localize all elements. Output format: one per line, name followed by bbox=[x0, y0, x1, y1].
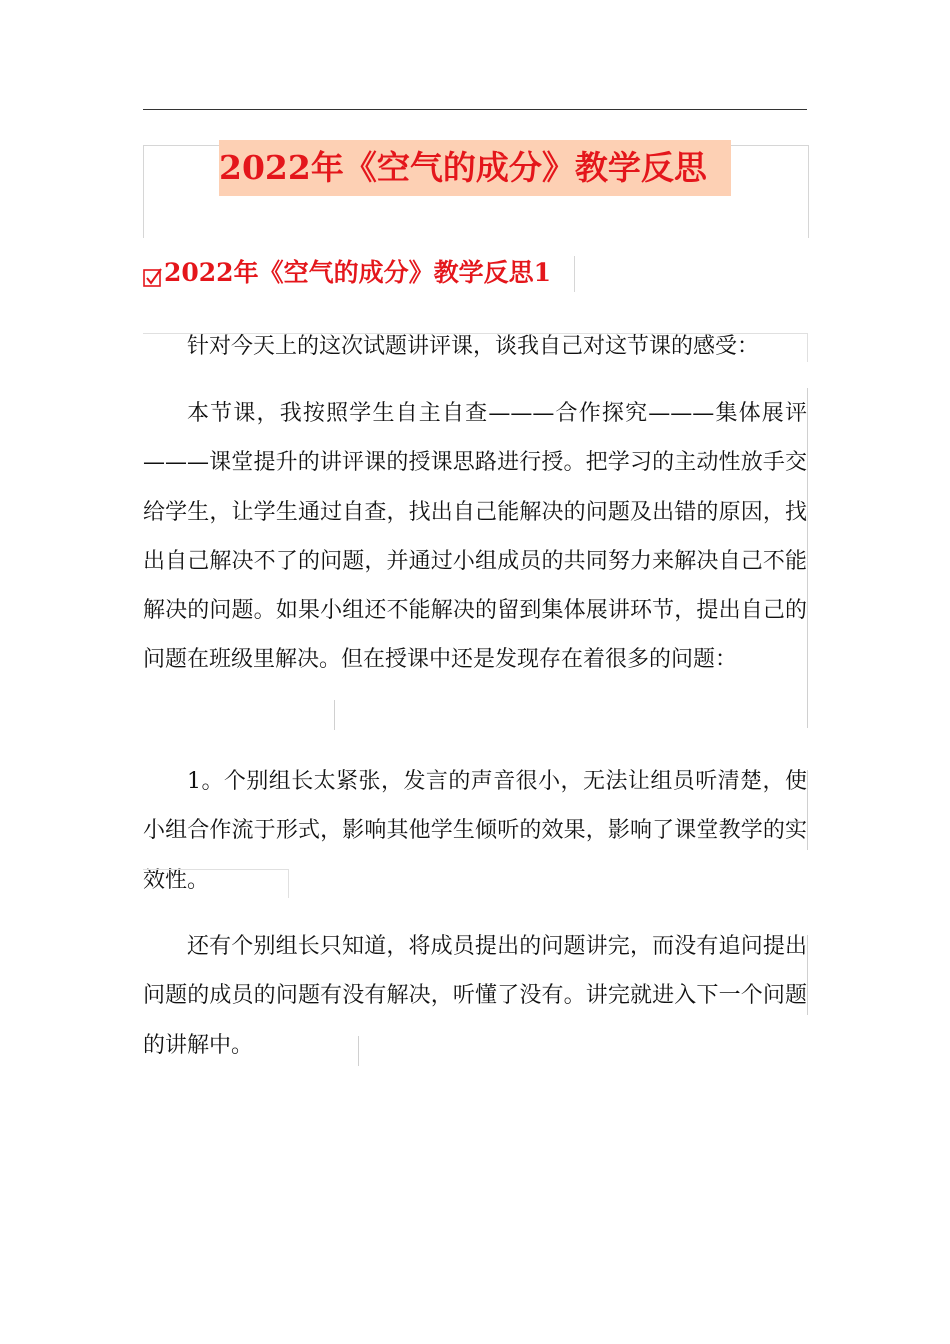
section-heading: 2022年《空气的成分》教学反思1 bbox=[164, 258, 551, 287]
paragraph-1: 针对今天上的这次试题讲评课，谈我自己对这节课的感受： bbox=[187, 334, 760, 359]
paragraph-end-mark bbox=[358, 1036, 359, 1066]
paragraph-4: 还有个别组长只知道，将成员提出的问题讲完，而没有追问提出问题的成员的问题有没有解决，听懂了没有。讲完就进入下一个问题的讲解中。 bbox=[143, 934, 807, 1058]
paragraph-3: 1。个别组长太紧张，发言的声音很小，无法让组员听清楚，使小组合作流于形式，影响其他学生倾听的效果，影响了课堂教学的实效性。 bbox=[143, 769, 807, 893]
paragraph-right-mark bbox=[807, 388, 808, 728]
paragraph-right-mark bbox=[807, 770, 808, 850]
paragraph-right-mark bbox=[807, 935, 808, 1015]
document-title: 2022年《空气的成分》教学反思 bbox=[219, 148, 707, 187]
checkbox-checked-icon bbox=[143, 268, 162, 287]
paragraph-frame bbox=[143, 869, 289, 898]
paragraph-2: 本节课，我按照学生自主自查———合作探究———集体展评———课堂提升的讲评课的授课思路进行授。把学习的主动性放手交给学生，让学生通过自查，找出自己能解决的问题及出错的原因，找出自己解决不了的问题，并通过小组成员的共同努力来解决自己不能解决的问题。如果小组还不能解决的留到集体展讲环节，提出自己的问题在班级里解决。但在授课中还是发现存在着很多的问题： bbox=[143, 401, 807, 673]
header-rule bbox=[143, 109, 807, 110]
heading-end-mark bbox=[574, 256, 575, 292]
section-heading-row bbox=[143, 252, 551, 294]
paragraph-end-mark bbox=[334, 700, 335, 730]
